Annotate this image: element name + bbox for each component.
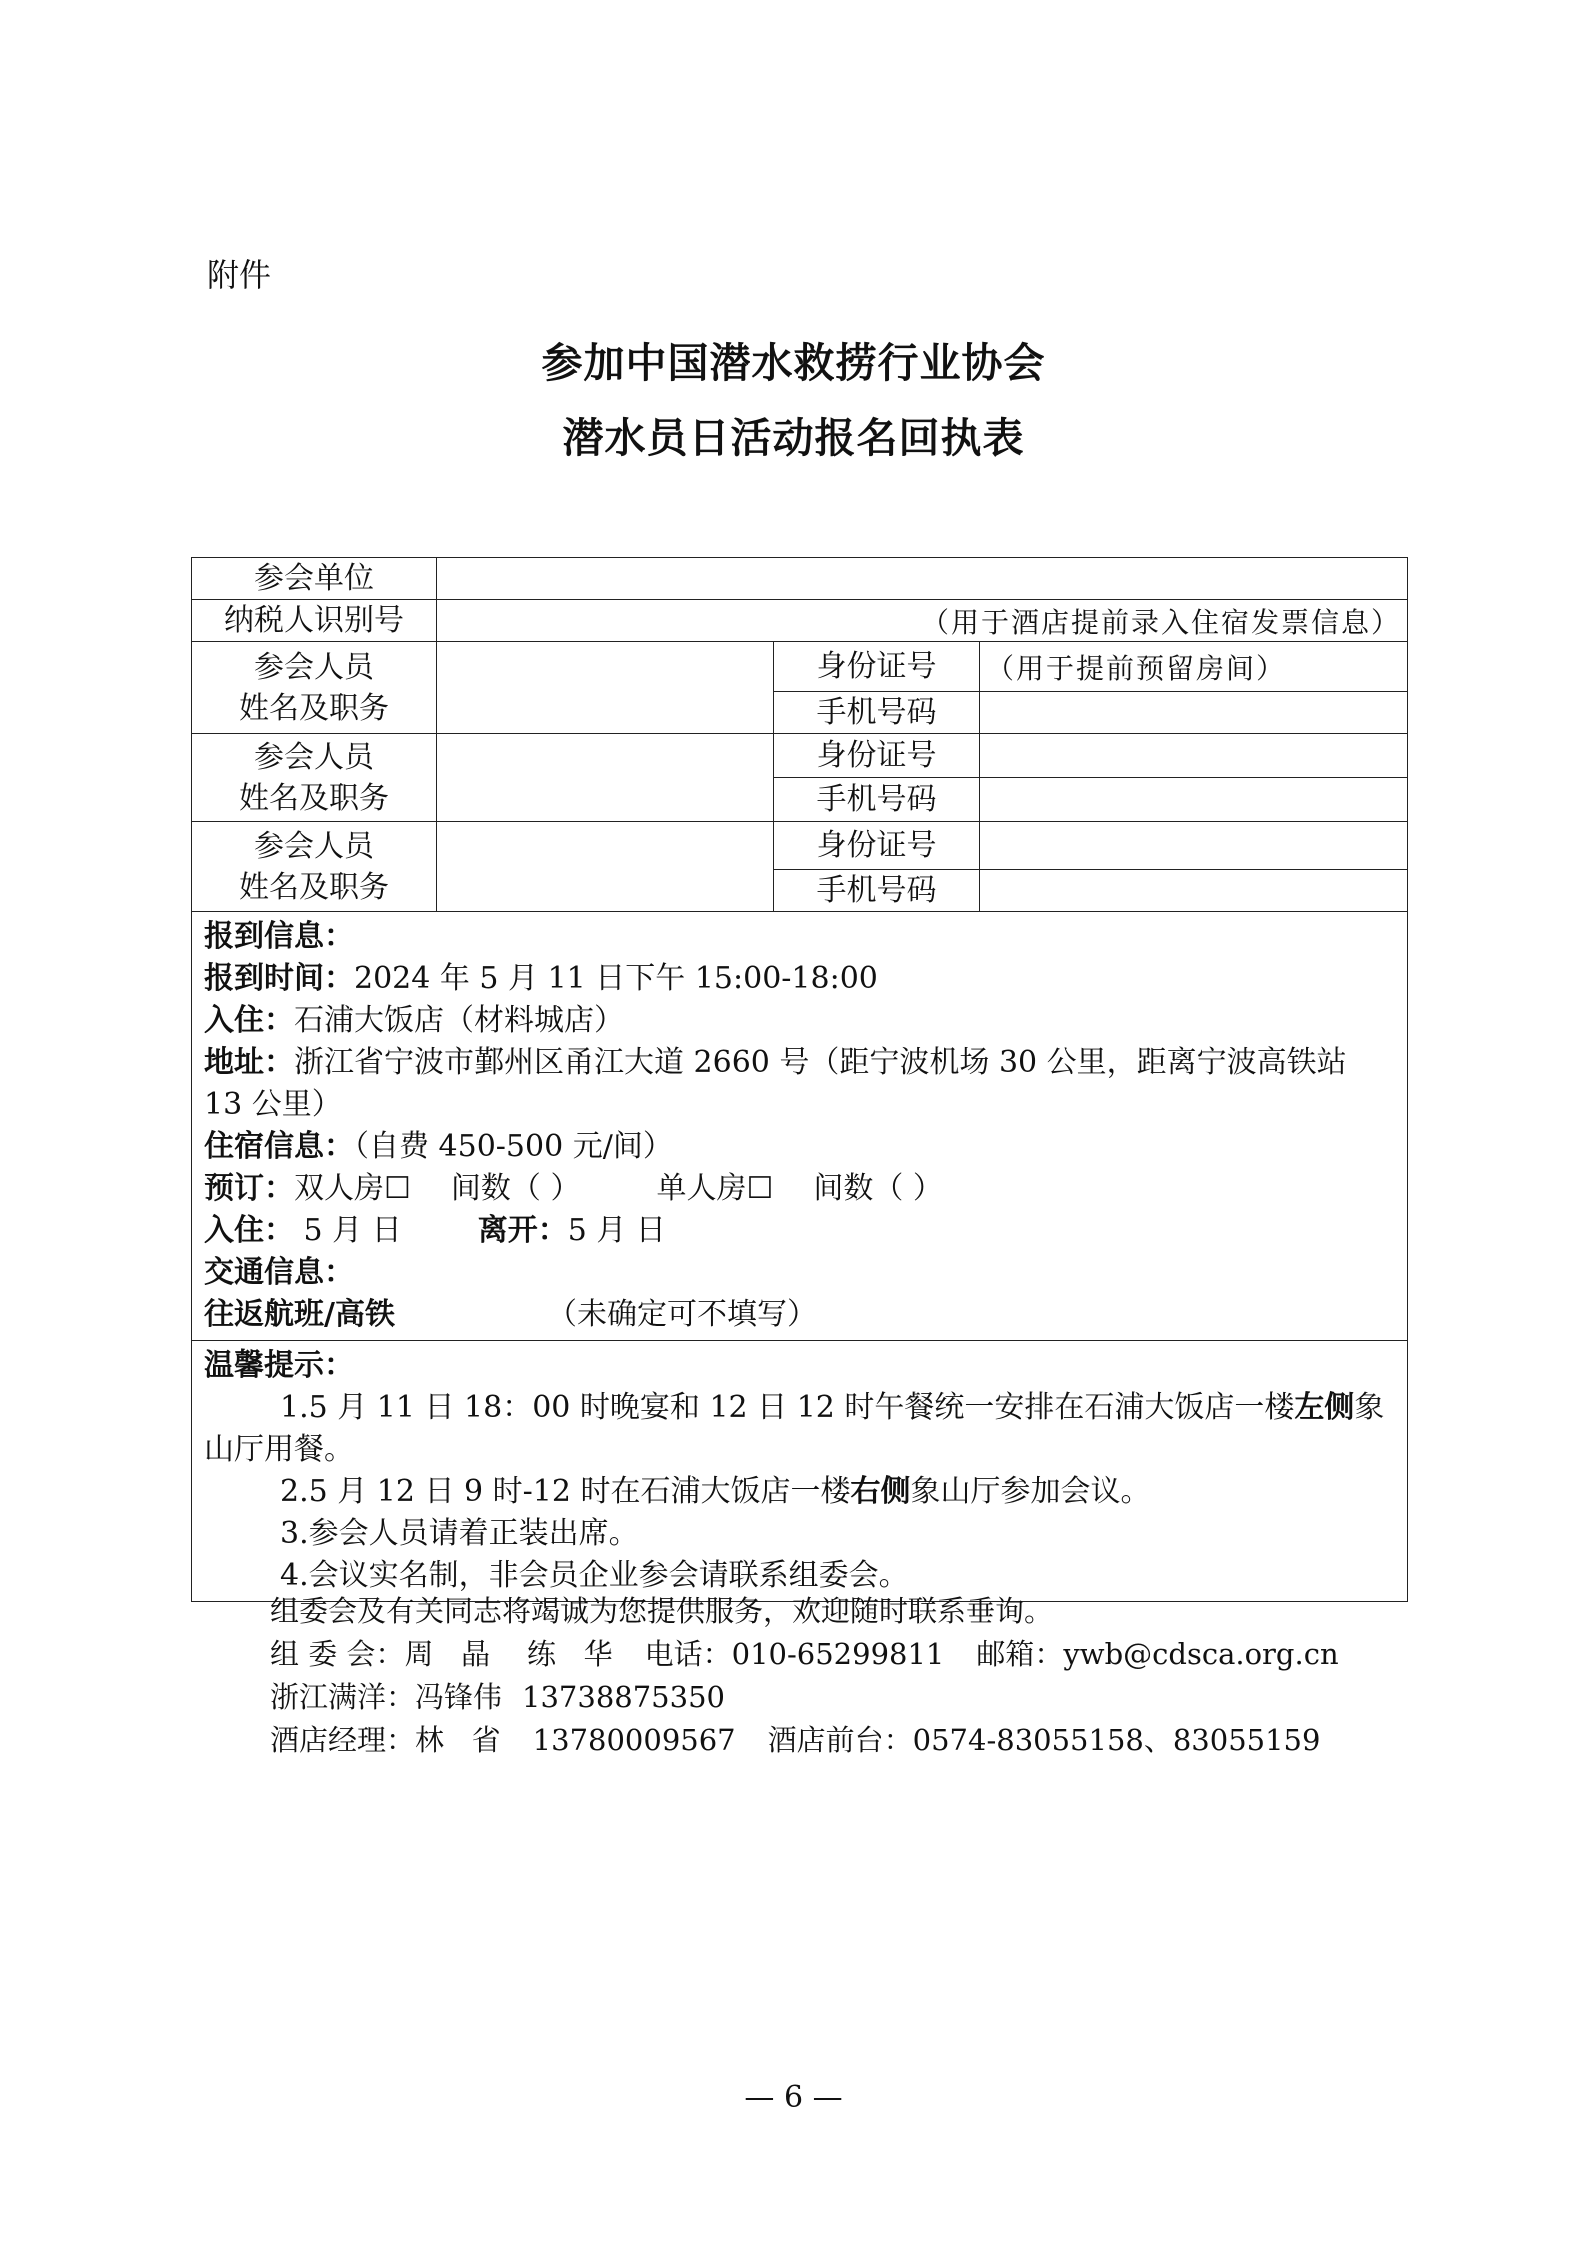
attendee-1-name-field[interactable]: [437, 642, 774, 734]
tip-2-emphasis: 右侧: [850, 1474, 911, 1509]
zj-label: 浙江满洋：: [270, 1680, 416, 1714]
page-title-line2: 潜水员日活动报名回执表: [562, 414, 1025, 462]
registration-form-table: [191, 557, 1408, 1602]
stay-out-label: 离开：: [477, 1213, 568, 1248]
attendee-label-line1: 参会人员: [254, 649, 374, 685]
double-room-checkbox[interactable]: 双人房☐: [294, 1171, 411, 1206]
attachment-label: 附件: [207, 256, 272, 294]
zj-phone: 13738875350: [522, 1680, 725, 1714]
tip-1-end: 象: [1354, 1390, 1385, 1425]
tip-1-cont: 山厅用餐。: [204, 1432, 354, 1467]
tax-id-field[interactable]: [437, 600, 1408, 642]
tips-section: [192, 1341, 1408, 1602]
checkin-value: 石浦大饭店（材料城店）: [294, 1003, 624, 1038]
tax-id-label: 纳税人识别号: [192, 600, 437, 642]
double-room-count[interactable]: 间数（ ）: [450, 1171, 581, 1206]
lodging-label: 住宿信息：: [204, 1129, 354, 1164]
committee-label: 组 委 会：: [270, 1637, 405, 1671]
registration-heading: 报到信息：: [204, 919, 354, 954]
attendee-label-line2: 姓名及职务: [239, 780, 389, 816]
table-row: [192, 642, 1408, 692]
tip-2-end: 象山厅参加会议。: [910, 1474, 1151, 1509]
reg-time-value: 2024 年 5 月 11 日下午 15:00-18:00: [354, 961, 878, 996]
attendee-1-id-field[interactable]: [980, 642, 1408, 692]
single-room-checkbox[interactable]: 单人房☐: [656, 1171, 774, 1206]
committee-email[interactable]: 邮箱：ywb@cdsca.org.cn: [976, 1637, 1339, 1671]
single-room-count[interactable]: 间数（ ）: [813, 1171, 943, 1206]
zj-name: 冯锋伟: [415, 1680, 503, 1714]
reg-time-label: 报到时间：: [204, 961, 354, 996]
tip-4: 4.会议实名制，非会员企业参会请联系组委会。: [280, 1558, 909, 1593]
attendee-2-id-label: 身份证号: [774, 734, 980, 778]
transport-note: （未确定可不填写）: [546, 1297, 817, 1332]
attendee-2-phone-field[interactable]: [980, 778, 1408, 822]
tip-1-emphasis: 左侧: [1294, 1390, 1355, 1425]
attendee-1-id-label: 身份证号: [774, 642, 980, 692]
transport-heading: 交通信息：: [204, 1255, 354, 1290]
page-number: — 6 —: [744, 2080, 843, 2115]
tips-heading: 温馨提示：: [204, 1348, 354, 1383]
attendee-1-phone-field[interactable]: [980, 692, 1408, 734]
hotel-front-desk: 酒店前台：0574-83055158、83055159: [767, 1723, 1321, 1757]
tip-2: 2.5 月 12 日 9 时-12 时在石浦大饭店一楼: [280, 1474, 851, 1509]
table-row: [192, 822, 1408, 870]
address-value-cont: 13 公里）: [204, 1087, 342, 1122]
hotel-manager-label: 酒店经理：: [270, 1723, 416, 1757]
table-row: [192, 558, 1408, 600]
table-row: [192, 600, 1408, 642]
attendee-3-id-label: 身份证号: [774, 822, 980, 870]
registration-info-section: [192, 912, 1408, 1341]
attendee-3-label: [192, 822, 437, 912]
address-label: 地址：: [204, 1045, 294, 1080]
hotel-manager-phone: 13780009567: [532, 1723, 736, 1757]
attendee-2-id-field[interactable]: [980, 734, 1408, 778]
attendee-3-name-field[interactable]: [437, 822, 774, 912]
attendee-1-id-note: （用于提前预留房间）: [986, 651, 1287, 685]
hotel-manager-name: 林 省: [415, 1723, 501, 1757]
attendee-label-line1: 参会人员: [254, 739, 374, 775]
page-title-line1: 参加中国潜水救捞行业协会: [541, 339, 1046, 387]
attendee-label-line2: 姓名及职务: [239, 869, 389, 905]
booking-label: 预订：: [204, 1171, 294, 1206]
stay-out-value[interactable]: 5 月 日: [567, 1213, 666, 1248]
tip-1: 1.5 月 11 日 18：00 时晚宴和 12 日 12 时午餐统一安排在石浦大饭店一楼: [280, 1390, 1295, 1425]
checkin-label: 入住：: [204, 1003, 294, 1038]
attendee-3-id-field[interactable]: [980, 822, 1408, 870]
attendee-3-phone-field[interactable]: [980, 870, 1408, 912]
attendee-label-line1: 参会人员: [254, 828, 374, 864]
attendee-3-phone-label: 手机号码: [774, 870, 980, 912]
attendee-label-line2: 姓名及职务: [239, 690, 389, 726]
attendee-1-phone-label: 手机号码: [774, 692, 980, 734]
tax-id-note: （用于酒店提前录入住宿发票信息）: [920, 605, 1401, 639]
address-value: 浙江省宁波市鄞州区甬江大道 2660 号（距宁波机场 30 公里，距离宁波高铁站: [294, 1045, 1347, 1080]
stay-in-value[interactable]: 5 月 日: [294, 1213, 402, 1248]
contacts-section: [270, 1590, 1339, 1762]
attendee-2-label: [192, 734, 437, 822]
committee-names: 周 晶 练 华: [404, 1637, 613, 1671]
lodging-value: （自费 450-500 元/间）: [354, 1129, 673, 1164]
unit-label: 参会单位: [192, 558, 437, 600]
transport-label: 往返航班/高铁: [204, 1297, 395, 1332]
table-row: [192, 1341, 1408, 1602]
tip-3: 3.参会人员请着正装出席。: [280, 1516, 639, 1551]
contacts-intro: 组委会及有关同志将竭诚为您提供服务，欢迎随时联系垂询。: [270, 1594, 1054, 1628]
table-row: [192, 912, 1408, 1341]
committee-phone: 电话：010-65299811: [644, 1637, 945, 1671]
unit-field[interactable]: [437, 558, 1408, 600]
attendee-2-name-field[interactable]: [437, 734, 774, 822]
attendee-1-label: [192, 642, 437, 734]
table-row: [192, 734, 1408, 778]
attendee-2-phone-label: 手机号码: [774, 778, 980, 822]
stay-in-label: 入住：: [204, 1213, 294, 1248]
